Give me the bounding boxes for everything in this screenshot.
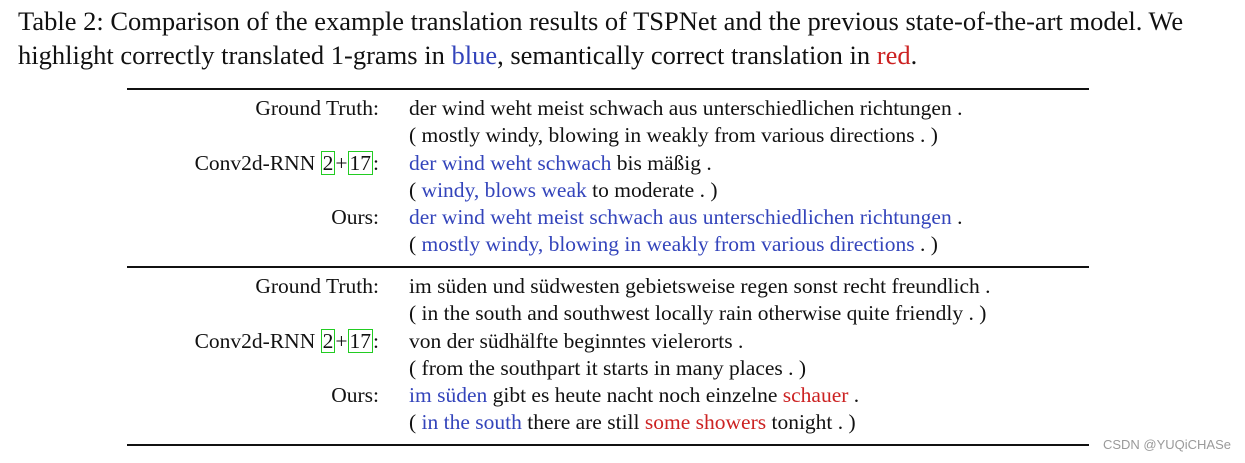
- plain-span: (: [409, 232, 422, 257]
- table-row: [127, 177, 1089, 204]
- conv-english: [409, 177, 718, 204]
- plain-span: bis mäßig .: [611, 150, 712, 175]
- citation-link[interactable]: 17: [349, 150, 372, 175]
- plain-span: there are still: [521, 410, 645, 435]
- plain-span: (: [409, 410, 422, 435]
- plain-span: . ): [914, 232, 938, 257]
- label-colon: :: [373, 328, 379, 353]
- ground-truth-german: der wind weht meist schwach aus unterschiedlichen richtungen .: [409, 96, 963, 120]
- semantic-span: schauer: [782, 383, 849, 408]
- citation-link[interactable]: 2: [322, 150, 334, 175]
- plain-span: (: [409, 177, 422, 202]
- ours-label: Ours:: [331, 383, 379, 408]
- citation-link[interactable]: 17: [349, 328, 372, 353]
- caption-prefix: Table 2: Comparison of the example translation results of TSPNet and the previous state-of-the-art model. We highlight correctly translated 1-grams in: [18, 6, 1184, 70]
- table-row: [127, 382, 1089, 409]
- caption-blue-word: blue: [451, 40, 498, 70]
- table-row: [127, 355, 1089, 382]
- label-colon: :: [373, 150, 379, 175]
- correct-span: der wind weht meist schwach aus unterschiedlichen richtungen: [409, 205, 952, 230]
- conv2d-rnn-label: [195, 328, 379, 355]
- table-top-rule: [127, 88, 1089, 90]
- plain-span: .: [848, 383, 860, 408]
- conv-german: von der südhälfte beginntes vielerorts .: [409, 328, 744, 353]
- table-bottom-rule: [127, 444, 1089, 446]
- table-row: [127, 300, 1089, 327]
- ours-label: Ours:: [331, 205, 379, 230]
- plus-sign: +: [335, 150, 348, 175]
- table-row: [127, 150, 1089, 177]
- ground-truth-german: im süden und südwesten gebietsweise regen sonst recht freundlich .: [409, 274, 991, 298]
- caption-suffix: .: [910, 40, 918, 70]
- ground-truth-english: ( in the south and southwest locally rain otherwise quite friendly . ): [409, 301, 987, 326]
- ours-german: [409, 204, 962, 231]
- semantic-span: some showers: [644, 410, 767, 435]
- correct-span: mostly windy, blowing in weakly from various directions: [421, 232, 915, 257]
- plus-sign: +: [335, 328, 348, 353]
- table-caption: [18, 4, 1233, 72]
- ground-truth-label: Ground Truth:: [255, 274, 379, 298]
- example-block-2: [127, 273, 1089, 437]
- correct-span: im süden: [409, 383, 488, 408]
- conv-label-text: Conv2d-RNN: [194, 328, 321, 353]
- ground-truth-label: Ground Truth:: [255, 96, 379, 120]
- citation-link[interactable]: 2: [322, 328, 334, 353]
- table-row: [127, 95, 1089, 122]
- ours-english: [409, 231, 938, 258]
- watermark: CSDN @YUQiCHASe: [1102, 437, 1231, 452]
- ours-english: [409, 409, 856, 436]
- caption-red-word: red: [876, 40, 911, 70]
- table-row: [127, 122, 1089, 149]
- conv-label-text: Conv2d-RNN: [194, 150, 321, 175]
- plain-span: to moderate . ): [586, 177, 718, 202]
- conv-german: [409, 150, 712, 177]
- plain-span: tonight . ): [766, 410, 856, 435]
- ours-german: [409, 382, 859, 409]
- table-row: [127, 409, 1089, 436]
- table-row: [127, 204, 1089, 231]
- caption-middle: , semantically correct translation in: [497, 40, 877, 70]
- conv-english: ( from the southpart it starts in many places . ): [409, 355, 807, 380]
- plain-span: gibt es heute nacht noch einzelne: [487, 383, 783, 408]
- correct-span: der wind weht schwach: [409, 150, 612, 175]
- table-mid-rule: [127, 266, 1089, 268]
- table-row: [127, 328, 1089, 355]
- correct-span: in the south: [421, 410, 522, 435]
- example-block-1: [127, 95, 1089, 259]
- ground-truth-english: ( mostly windy, blowing in weakly from various directions . ): [409, 123, 938, 148]
- plain-span: .: [951, 205, 963, 230]
- table-row: [127, 273, 1089, 300]
- correct-span: windy, blows weak: [421, 177, 587, 202]
- conv2d-rnn-label: [195, 150, 379, 177]
- table-row: [127, 231, 1089, 258]
